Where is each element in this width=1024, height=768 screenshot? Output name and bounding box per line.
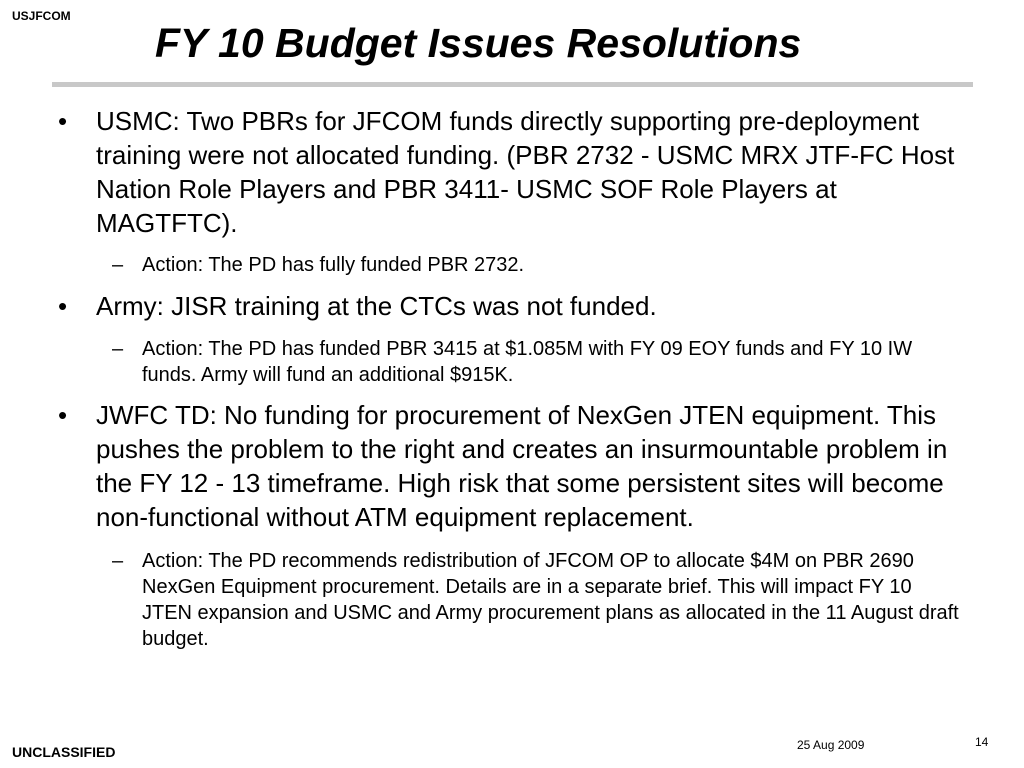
bullet-text: JWFC TD: No funding for procurement of NexGen JTEN equipment. This pushes the problem to the right and creates an insurmountable problem in the FY 12 - 13 timeframe. High risk that some persistent sites will become non-functional without ATM equipment replacement. <box>96 400 948 532</box>
dash-icon: – <box>112 338 124 360</box>
dash-icon: – <box>112 254 124 276</box>
bullet-icon: • <box>58 400 68 430</box>
sub-bullet-text: Action: The PD has fully funded PBR 2732. <box>142 254 525 276</box>
bullet-icon: • <box>58 106 68 136</box>
sub-bullet-item-army-action <box>96 336 960 388</box>
title-divider <box>52 82 973 87</box>
slide-date: 25 Aug 2009 <box>797 738 865 752</box>
bullet-item-jwfc <box>55 398 960 534</box>
slide-title: FY 10 Budget Issues Resolutions <box>155 20 802 66</box>
bullet-item-army <box>55 289 960 323</box>
classification-label: UNCLASSIFIED <box>12 744 116 760</box>
sub-bullet-item-jwfc-action <box>96 548 960 652</box>
slide-body <box>55 104 960 652</box>
bullet-text: USMC: Two PBRs for JFCOM funds directly supporting pre-deployment training were not allocated funding. (PBR 2732 - USMC MRX JTF-FC Host Nation Role Players and PBR 3411- USMC SOF Role Players at MAGTFTC). <box>96 106 955 238</box>
page-number: 14 <box>975 735 989 749</box>
dash-icon: – <box>112 550 124 572</box>
sub-bullet-text: Action: The PD has funded PBR 3415 at $1.085M with FY 09 EOY funds and FY 10 IW funds. Army will fund an additional $915K. <box>142 338 913 386</box>
bullet-item-usmc <box>55 104 960 240</box>
sub-bullet-text: Action: The PD recommends redistribution of JFCOM OP to allocate $4M on PBR 2690 NexGen Equipment procurement. Details are in a separate brief. This will impact FY 10 JTEN expansion and USMC and Army procurement plans as allocated in the 11 August draft budget. <box>142 550 959 650</box>
sub-bullet-item-usmc-action <box>96 252 960 278</box>
org-label: USJFCOM <box>12 9 71 23</box>
bullet-text: Army: JISR training at the CTCs was not funded. <box>96 291 657 321</box>
bullet-icon: • <box>58 291 68 321</box>
